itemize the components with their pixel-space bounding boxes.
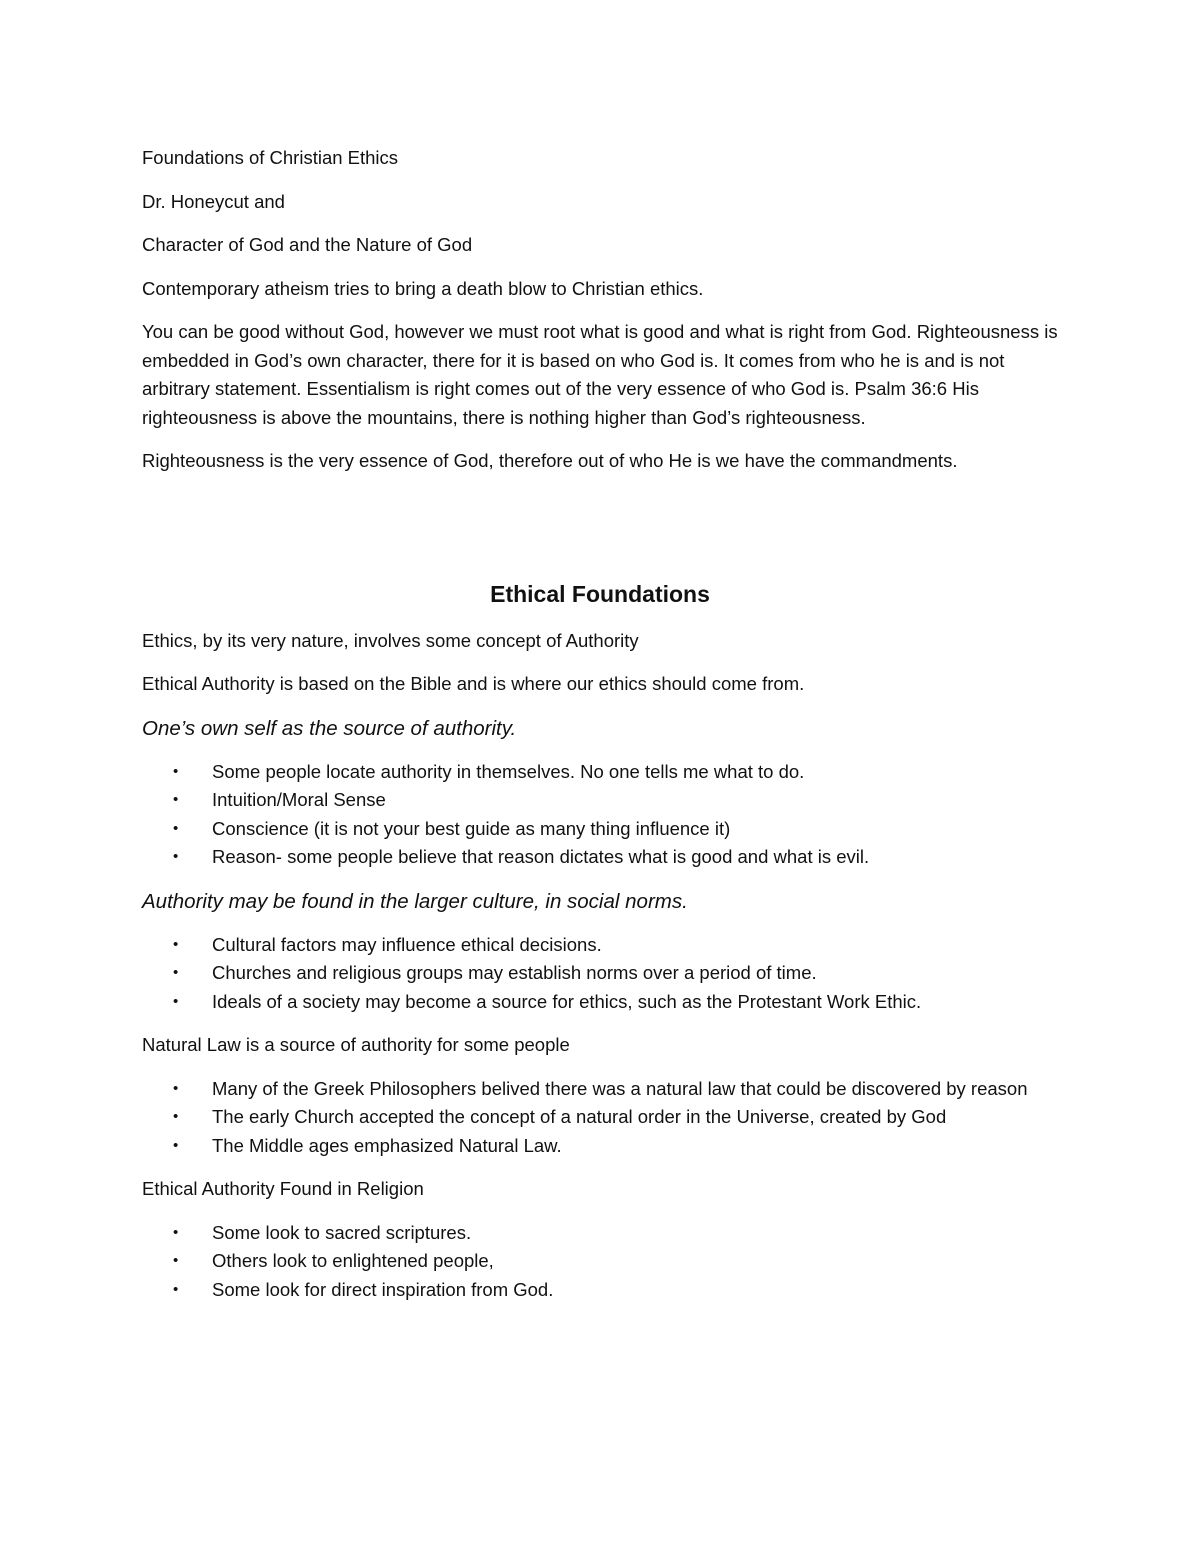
- topic-line: Character of God and the Nature of God: [142, 234, 473, 255]
- instructor-line: Dr. Honeycut and: [142, 190, 285, 212]
- list-item: • Some people locate authority in themselves. No one tells me what to do.: [142, 758, 1062, 787]
- list-item: • Others look to enlightened people,: [142, 1247, 1062, 1276]
- bullet-icon: •: [173, 1136, 179, 1154]
- list-item: • Some look to sacred scriptures.: [142, 1219, 1062, 1248]
- list-item: • Reason- some people believe that reason dictates what is good and what is evil.: [142, 843, 1062, 872]
- bullet-icon: •: [173, 1108, 179, 1125]
- culture-authority-heading: Authority may be found in the larger culture, in social norms.: [142, 889, 688, 913]
- intro-paragraph-3: Righteousness is the very essence of God, therefore out of who He is we have the commandments.: [142, 450, 958, 471]
- section-paragraph-2: Ethical Authority is based on the Bible and is where our ethics should come from.: [142, 673, 805, 694]
- self-authority-heading: One’s own self as the source of authority.: [142, 716, 517, 740]
- list-item: • Intuition/Moral Sense: [142, 786, 1062, 815]
- religion-authority-list: [142, 1219, 1062, 1305]
- intro-paragraph-1: Contemporary atheism tries to bring a death blow to Christian ethics.: [142, 277, 704, 299]
- list-item: • Ideals of a society may become a source for ethics, such as the Protestant Work Ethic.: [142, 988, 1062, 1017]
- list-item: • Cultural factors may influence ethical decisions.: [142, 931, 1062, 960]
- document-body: [142, 144, 1062, 1319]
- bullet-icon: •: [173, 848, 179, 865]
- bullet-icon: •: [173, 992, 179, 1010]
- bullet-icon: •: [173, 935, 179, 953]
- self-authority-list: [142, 758, 1062, 872]
- bullet-icon: •: [173, 1252, 179, 1269]
- course-title: Foundations of Christian Ethics: [142, 147, 399, 168]
- list-item: • The Middle ages emphasized Natural Law.: [142, 1132, 1062, 1161]
- bullet-icon: •: [173, 791, 179, 808]
- section-title: Ethical Foundations: [490, 580, 710, 607]
- bullet-icon: •: [173, 1223, 179, 1241]
- natural-law-heading: Natural Law is a source of authority for some people: [142, 1034, 570, 1055]
- bullet-icon: •: [173, 762, 179, 780]
- list-item: • The early Church accepted the concept of a natural order in the Universe, created by God: [142, 1103, 1062, 1132]
- list-item: • Many of the Greek Philosophers belived there was a natural law that could be discovered by reason: [142, 1075, 1062, 1104]
- bullet-icon: •: [173, 964, 179, 981]
- section-paragraph-1: Ethics, by its very nature, involves some concept of Authority: [142, 629, 639, 651]
- natural-law-list: [142, 1075, 1062, 1161]
- religion-authority-heading: Ethical Authority Found in Religion: [142, 1178, 424, 1199]
- bullet-icon: •: [173, 1079, 179, 1097]
- list-item: • Some look for direct inspiration from God.: [142, 1276, 1062, 1305]
- bullet-icon: •: [173, 819, 179, 837]
- intro-paragraph-2: You can be good without God, however we must root what is good and what is right from God. Righteousness is embedded in God’s own character, there for it is based on who God is. It comes from who he is and is not arbitrary statement. Essentialism is right comes out of the very essence of who God is. Psalm 36:6 His righteousness is above the mountains, there is nothing higher than God’s righteousness.: [142, 321, 1058, 428]
- culture-authority-list: [142, 931, 1062, 1017]
- bullet-icon: •: [173, 1280, 179, 1298]
- list-item: • Conscience (it is not your best guide as many thing influence it): [142, 815, 1062, 844]
- list-item: • Churches and religious groups may establish norms over a period of time.: [142, 959, 1062, 988]
